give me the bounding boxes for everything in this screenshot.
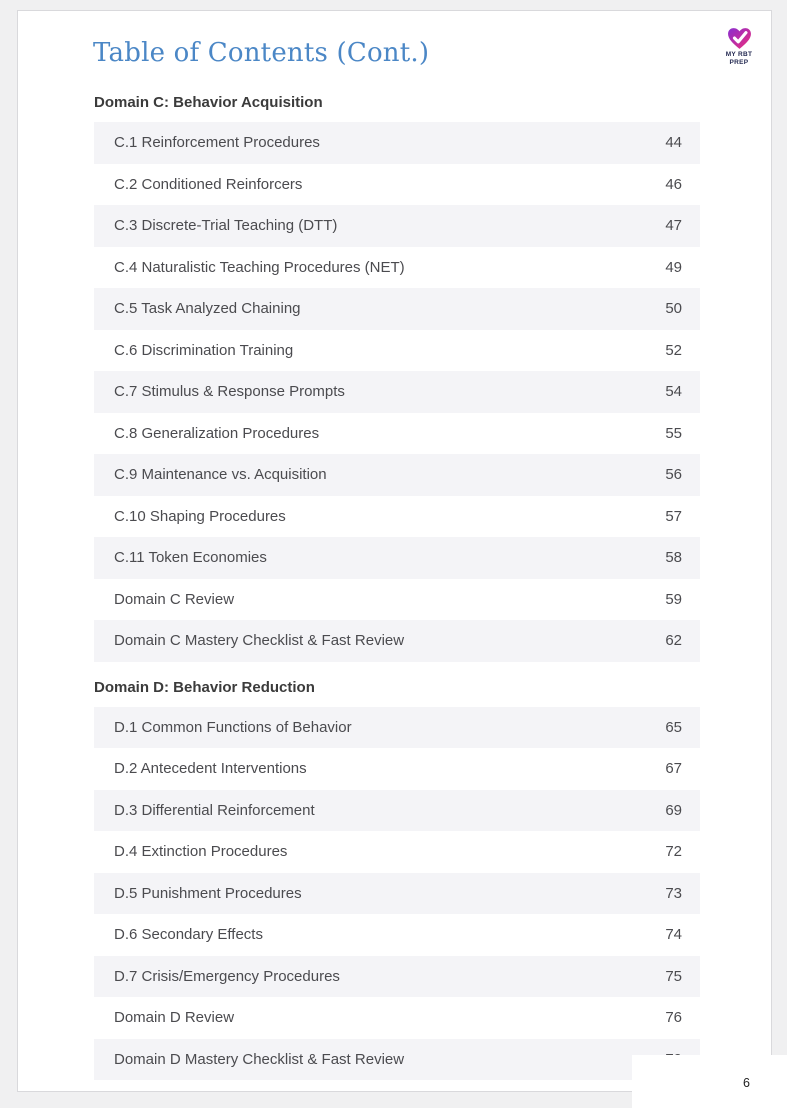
toc-row[interactable] <box>94 454 700 496</box>
logo-text-line1: MY RBT <box>725 51 753 58</box>
toc-entry-label: C.6 Discrimination Training <box>114 341 294 359</box>
toc-entry-page: 74 <box>665 926 682 944</box>
toc-entry-label: C.9 Maintenance vs. Acquisition <box>114 466 327 484</box>
toc-row[interactable] <box>94 579 700 621</box>
toc-entry-page: 65 <box>665 718 682 736</box>
toc-entry-page: 44 <box>665 134 682 152</box>
toc-entry-label: D.5 Punishment Procedures <box>114 884 302 902</box>
toc-entry-page: 52 <box>665 341 682 359</box>
toc-entry-page: 56 <box>665 466 682 484</box>
toc-row[interactable] <box>94 707 700 749</box>
toc-entry-label: C.10 Shaping Procedures <box>114 507 286 525</box>
toc-row[interactable] <box>94 748 700 790</box>
section-heading: Domain C: Behavior Acquisition <box>94 94 323 111</box>
heart-check-icon <box>727 27 752 50</box>
toc-entry-label: C.1 Reinforcement Procedures <box>114 134 320 152</box>
toc-entry-page: 57 <box>665 507 682 525</box>
toc-entry-page: 72 <box>665 843 682 861</box>
page-corner-overlay <box>632 1055 787 1108</box>
toc-entry-label: Domain D Mastery Checklist & Fast Review <box>114 1050 405 1068</box>
page-title: Table of Contents (Cont.) <box>93 38 430 68</box>
toc-row[interactable] <box>94 330 700 372</box>
toc-entry-page: 75 <box>665 967 682 985</box>
brand-logo <box>715 27 763 66</box>
toc-row[interactable] <box>94 997 700 1039</box>
toc-row[interactable] <box>94 122 700 164</box>
toc-entry-label: D.3 Differential Reinforcement <box>114 801 315 819</box>
toc-entry-page: 46 <box>665 175 682 193</box>
toc-entry-page: 49 <box>665 258 682 276</box>
table-of-contents <box>94 93 700 1080</box>
document-page <box>17 10 772 1092</box>
toc-row[interactable] <box>94 537 700 579</box>
toc-row[interactable] <box>94 164 700 206</box>
toc-entry-label: D.6 Secondary Effects <box>114 926 263 944</box>
toc-row[interactable] <box>94 496 700 538</box>
toc-entry-label: C.4 Naturalistic Teaching Procedures (NET) <box>114 258 405 276</box>
toc-row[interactable] <box>94 873 700 915</box>
toc-row[interactable] <box>94 1039 700 1081</box>
toc-entry-label: Domain D Review <box>114 1009 235 1027</box>
toc-entry-page: 58 <box>665 549 682 567</box>
toc-entry-page: 67 <box>665 760 682 778</box>
toc-row[interactable] <box>94 620 700 662</box>
toc-entry-page: 59 <box>665 590 682 608</box>
toc-entry-page: 50 <box>665 300 682 318</box>
toc-entry-label: Domain C Mastery Checklist & Fast Review <box>114 632 405 650</box>
toc-row[interactable] <box>94 288 700 330</box>
toc-entry-label: C.7 Stimulus & Response Prompts <box>114 383 345 401</box>
toc-row[interactable] <box>94 914 700 956</box>
toc-row[interactable] <box>94 956 700 998</box>
toc-entry-label: C.8 Generalization Procedures <box>114 424 320 442</box>
toc-entry-label: D.2 Antecedent Interventions <box>114 760 307 778</box>
toc-row[interactable] <box>94 831 700 873</box>
section-heading: Domain D: Behavior Reduction <box>94 678 315 696</box>
toc-entry-label: C.2 Conditioned Reinforcers <box>114 175 303 193</box>
toc-entry-label: C.3 Discrete-Trial Teaching (DTT) <box>114 217 338 235</box>
footer-page-number: 6 <box>743 1076 750 1090</box>
toc-entry-page: 54 <box>665 383 682 401</box>
toc-row[interactable] <box>94 413 700 455</box>
logo-text-line2: PREP <box>729 58 749 66</box>
toc-entry-label: C.5 Task Analyzed Chaining <box>114 300 301 318</box>
toc-entry-label: D.1 Common Functions of Behavior <box>114 718 352 736</box>
toc-row[interactable] <box>94 247 700 289</box>
toc-row[interactable] <box>94 205 700 247</box>
toc-row[interactable] <box>94 371 700 413</box>
toc-row[interactable] <box>94 790 700 832</box>
toc-entry-label: D.7 Crisis/Emergency Procedures <box>114 967 340 985</box>
toc-entry-label: D.4 Extinction Procedures <box>114 843 288 861</box>
toc-entry-label: Domain C Review <box>114 590 235 608</box>
toc-entry-page: 55 <box>665 424 682 442</box>
toc-entry-page: 76 <box>665 1009 682 1027</box>
toc-entry-page: 73 <box>665 884 682 902</box>
toc-entry-page: 62 <box>665 632 682 650</box>
toc-entry-page: 47 <box>665 217 682 235</box>
toc-entry-page: 69 <box>665 801 682 819</box>
toc-entry-label: C.11 Token Economies <box>114 549 267 567</box>
